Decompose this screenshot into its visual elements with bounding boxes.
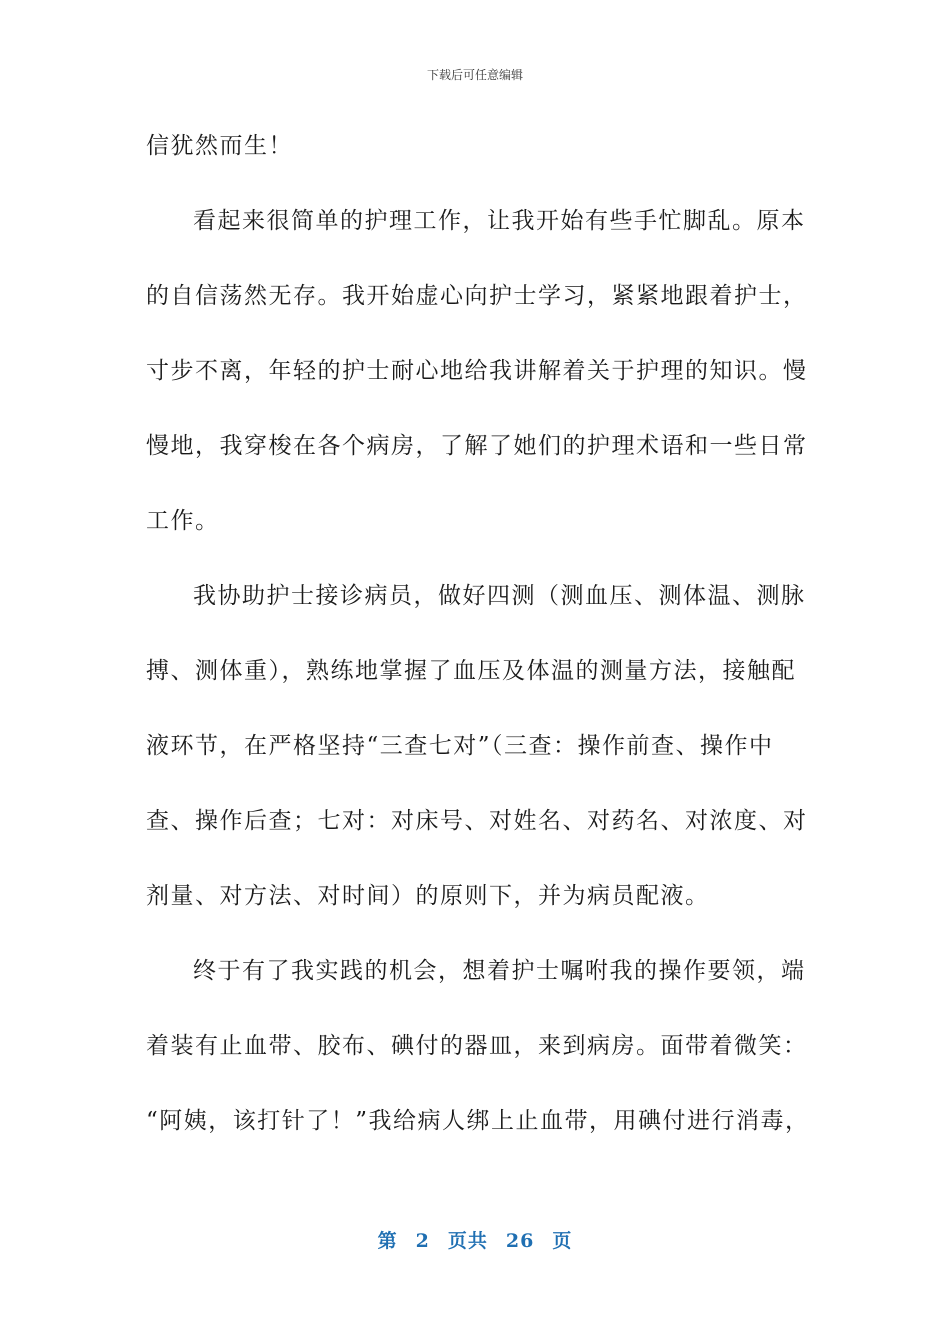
body-line: 剂量、对方法、对时间）的原则下，并为病员配液。	[146, 883, 710, 909]
body-line: 看起来很简单的护理工作，让我开始有些手忙脚乱。原本	[193, 208, 806, 234]
page-header	[0, 66, 950, 83]
body-line: 工作。	[146, 508, 220, 534]
body-line: 液环节，在严格坚持“三查七对”（三查：操作前查、操作中	[146, 733, 774, 759]
body-line: “阿姨，该打针了！”我给病人绑上止血带，用碘付进行消毒，	[146, 1108, 810, 1134]
body-line: 终于有了我实践的机会，想着护士嘱咐我的操作要领，端	[193, 958, 806, 984]
footer-page-number: 2	[415, 1230, 430, 1252]
body-line: 的自信荡然无存。我开始虚心向护士学习，紧紧地跟着护士，	[146, 283, 808, 309]
body-line: 信犹然而生！	[146, 133, 293, 159]
footer-total-pages: 26	[505, 1230, 535, 1252]
body-line: 我协助护士接诊病员，做好四测（测血压、测体温、测脉	[193, 583, 806, 609]
page-footer	[0, 1226, 950, 1253]
body-line: 慢地，我穿梭在各个病房，了解了她们的护理术语和一些日常	[146, 433, 808, 459]
document-body	[146, 126, 810, 1176]
body-line: 着装有止血带、胶布、碘付的器皿，来到病房。面带着微笑：	[146, 1033, 808, 1059]
footer-suffix: 页	[552, 1230, 573, 1252]
footer-middle: 页共	[447, 1230, 488, 1252]
footer-prefix: 第	[377, 1230, 398, 1252]
body-line: 寸步不离，年轻的护士耐心地给我讲解着关于护理的知识。慢	[146, 358, 808, 384]
body-line: 搏、测体重），熟练地掌握了血压及体温的测量方法，接触配	[146, 658, 796, 684]
body-line: 查、操作后查；七对：对床号、对姓名、对药名、对浓度、对	[146, 808, 808, 834]
header-text: 下载后可任意编辑	[426, 68, 523, 82]
